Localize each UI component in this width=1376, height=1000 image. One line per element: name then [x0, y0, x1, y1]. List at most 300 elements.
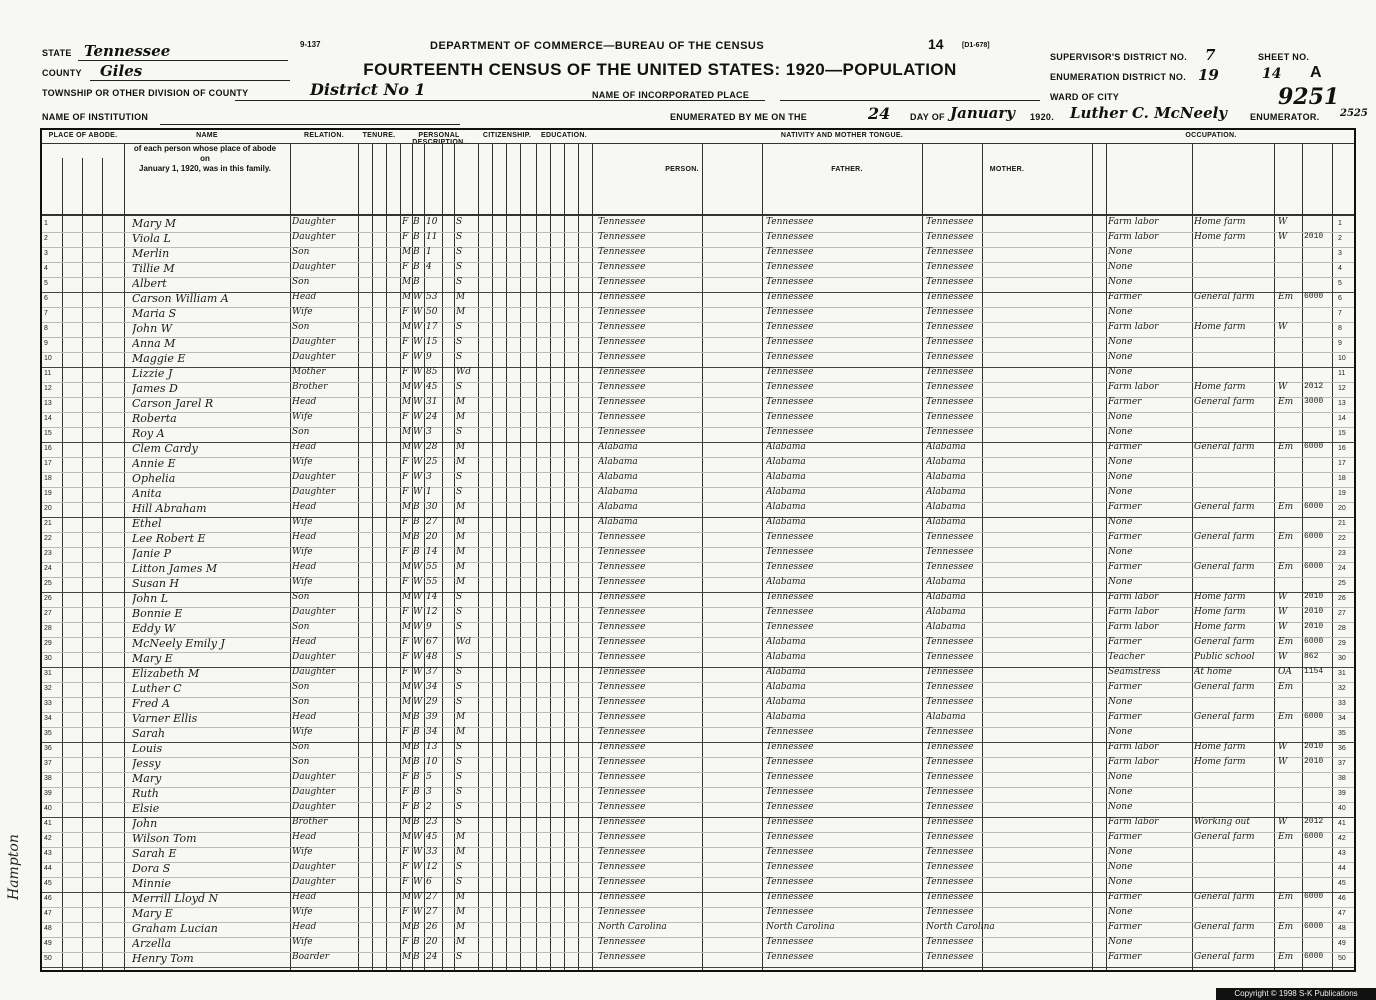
- mother-birthplace: Tennessee: [926, 547, 974, 557]
- person-name: Sarah E: [132, 847, 177, 860]
- marital-status: S: [456, 232, 463, 242]
- sex: F: [402, 847, 409, 857]
- age: 27: [426, 907, 438, 917]
- marital-status: M: [456, 847, 466, 857]
- race: W: [413, 892, 423, 902]
- county-label: COUNTY: [42, 68, 82, 78]
- father-birthplace: Tennessee: [766, 322, 814, 332]
- father-birthplace: Tennessee: [766, 742, 814, 752]
- father-birthplace: Tennessee: [766, 757, 814, 767]
- occupation: Farmer: [1108, 292, 1142, 302]
- mother-birthplace: Tennessee: [926, 697, 974, 707]
- father-birthplace: Tennessee: [766, 277, 814, 287]
- father-birthplace: Alabama: [766, 577, 806, 587]
- race: W: [413, 607, 423, 617]
- race: B: [413, 712, 420, 722]
- row-number: 14: [44, 415, 52, 422]
- marital-status: S: [456, 757, 463, 767]
- person-name: Minnie: [132, 877, 171, 890]
- class-of-worker: Em: [1278, 922, 1294, 932]
- row-number: 36: [44, 745, 52, 752]
- person-name: Ophelia: [132, 472, 176, 485]
- relation: Head: [292, 712, 317, 722]
- row-number: 29: [44, 640, 52, 647]
- state-value: Tennessee: [84, 42, 171, 60]
- birthplace: Tennessee: [598, 697, 646, 707]
- sex: M: [402, 427, 412, 437]
- father-birthplace: Tennessee: [766, 382, 814, 392]
- relation: Daughter: [292, 337, 336, 347]
- row-number-right: 9: [1338, 340, 1342, 347]
- row-number-right: 40: [1338, 805, 1346, 812]
- header-top-rule: [42, 143, 1354, 144]
- column-rule: [62, 158, 63, 970]
- row-number-right: 30: [1338, 655, 1346, 662]
- person-name: Lizzie J: [132, 367, 173, 380]
- occupation: None: [1108, 697, 1133, 707]
- person-name: Roberta: [132, 412, 177, 425]
- race: W: [413, 442, 423, 452]
- industry: General farm: [1194, 532, 1255, 542]
- marital-status: M: [456, 562, 466, 572]
- birthplace: Alabama: [598, 517, 638, 527]
- group-relation: RELATION.: [304, 132, 344, 139]
- age: 14: [426, 547, 438, 557]
- race: W: [413, 412, 423, 422]
- row-number: 30: [44, 655, 52, 662]
- mother-birthplace: Alabama: [926, 607, 966, 617]
- mother-birthplace: Alabama: [926, 487, 966, 497]
- marital-status: S: [456, 862, 463, 872]
- industry: Home farm: [1194, 592, 1246, 602]
- occupation: Farmer: [1108, 637, 1142, 647]
- person-name: Elsie: [132, 802, 160, 815]
- birthplace: Tennessee: [598, 397, 646, 407]
- relation: Son: [292, 322, 310, 332]
- person-name: Tillie M: [132, 262, 175, 275]
- relation: Son: [292, 592, 310, 602]
- relation: Head: [292, 892, 317, 902]
- stamp-number: 9251: [1278, 84, 1340, 110]
- mother-birthplace: Tennessee: [926, 757, 974, 767]
- row-number: 5: [44, 280, 48, 287]
- person-name: Mary E: [132, 907, 173, 920]
- occupation: Farmer: [1108, 952, 1142, 962]
- occupation: Farm labor: [1108, 217, 1159, 227]
- occupation: Teacher: [1108, 652, 1145, 662]
- occupation: None: [1108, 457, 1133, 467]
- row-number-right: 42: [1338, 835, 1346, 842]
- row-number-right: 22: [1338, 535, 1346, 542]
- marital-status: S: [456, 337, 463, 347]
- industry: General farm: [1194, 892, 1255, 902]
- township-value: District No 1: [310, 80, 426, 99]
- industry: Public school: [1194, 652, 1255, 662]
- relation: Mother: [292, 367, 326, 377]
- industry: Home farm: [1194, 232, 1246, 242]
- class-of-worker: Em: [1278, 562, 1294, 572]
- day-of-label: DAY OF: [910, 112, 945, 122]
- race: B: [413, 247, 420, 257]
- mother-birthplace: Tennessee: [926, 397, 974, 407]
- birthplace: Tennessee: [598, 682, 646, 692]
- sex: F: [402, 637, 409, 647]
- race: W: [413, 382, 423, 392]
- occupation: Farmer: [1108, 682, 1142, 692]
- row-number: 19: [44, 490, 52, 497]
- birthplace: Tennessee: [598, 307, 646, 317]
- sex: M: [402, 817, 412, 827]
- father-birthplace: Tennessee: [766, 247, 814, 257]
- occupation-code: 2012: [1304, 382, 1324, 391]
- occupation-code: 6000: [1304, 637, 1324, 646]
- sex: M: [402, 892, 412, 902]
- person-name: Carson William A: [132, 292, 229, 305]
- mother-birthplace: Tennessee: [926, 817, 974, 827]
- age: 20: [426, 937, 438, 947]
- group-tenure: TENURE.: [362, 132, 396, 139]
- relation: Daughter: [292, 262, 336, 272]
- age: 15: [426, 337, 438, 347]
- relation: Wife: [292, 307, 313, 317]
- person-name: Roy A: [132, 427, 165, 440]
- race: W: [413, 322, 423, 332]
- race: B: [413, 547, 420, 557]
- row-number-right: 38: [1338, 775, 1346, 782]
- class-of-worker: Em: [1278, 292, 1294, 302]
- race: W: [413, 907, 423, 917]
- marital-status: S: [456, 877, 463, 887]
- row-number: 32: [44, 685, 52, 692]
- person-name: Graham Lucian: [132, 922, 218, 935]
- race: W: [413, 877, 423, 887]
- race: W: [413, 652, 423, 662]
- marital-status: S: [456, 772, 463, 782]
- occupation: Farmer: [1108, 532, 1142, 542]
- person-name: Susan H: [132, 577, 179, 590]
- county-underline: [90, 80, 290, 81]
- row-number-right: 3: [1338, 250, 1342, 257]
- sex: F: [402, 412, 409, 422]
- father-birthplace: Tennessee: [766, 847, 814, 857]
- birthplace: Tennessee: [598, 592, 646, 602]
- father-birthplace: Tennessee: [766, 952, 814, 962]
- birthplace: Alabama: [598, 502, 638, 512]
- department-title: DEPARTMENT OF COMMERCE—BUREAU OF THE CENSUS: [430, 40, 765, 52]
- row-number-right: 8: [1338, 325, 1342, 332]
- age: 26: [426, 922, 438, 932]
- sex: M: [402, 682, 412, 692]
- sex: M: [402, 742, 412, 752]
- age: 5: [426, 772, 432, 782]
- class-of-worker: Em: [1278, 637, 1294, 647]
- occupation: None: [1108, 427, 1133, 437]
- person-name: Sarah: [132, 727, 165, 740]
- relation: Head: [292, 562, 317, 572]
- mother-birthplace: Tennessee: [926, 307, 974, 317]
- marital-status: S: [456, 487, 463, 497]
- race: W: [413, 427, 423, 437]
- occupation-code: 2010: [1304, 607, 1324, 616]
- mother-birthplace: Tennessee: [926, 562, 974, 572]
- supervisor-value: 7: [1205, 46, 1216, 64]
- father-birthplace: Tennessee: [766, 352, 814, 362]
- mother-birthplace: Tennessee: [926, 742, 974, 752]
- relation: Daughter: [292, 217, 336, 227]
- person-name: Ethel: [132, 517, 162, 530]
- age: 24: [426, 412, 438, 422]
- row-number-right: 39: [1338, 790, 1346, 797]
- mother-birthplace: Alabama: [926, 472, 966, 482]
- birthplace: Tennessee: [598, 532, 646, 542]
- mother-birthplace: Tennessee: [926, 322, 974, 332]
- row-number-right: 7: [1338, 310, 1342, 317]
- birthplace: Tennessee: [598, 952, 646, 962]
- row-number: 34: [44, 715, 52, 722]
- row-number: 35: [44, 730, 52, 737]
- row-number: 20: [44, 505, 52, 512]
- industry: Working out: [1194, 817, 1250, 827]
- birthplace: Tennessee: [598, 637, 646, 647]
- mother-birthplace: Tennessee: [926, 652, 974, 662]
- race: W: [413, 337, 423, 347]
- industry: Home farm: [1194, 322, 1246, 332]
- relation: Son: [292, 277, 310, 287]
- enumeration-label: ENUMERATION DISTRICT NO.: [1050, 72, 1187, 82]
- occupation: Farm labor: [1108, 757, 1159, 767]
- sex: M: [402, 382, 412, 392]
- sex: F: [402, 367, 409, 377]
- father-birthplace: Tennessee: [766, 427, 814, 437]
- row-number-right: 47: [1338, 910, 1346, 917]
- group-citizenship: CITIZENSHIP.: [482, 132, 532, 139]
- mother-birthplace: Tennessee: [926, 532, 974, 542]
- occupation: None: [1108, 937, 1133, 947]
- column-rule: [82, 158, 83, 970]
- industry: General farm: [1194, 952, 1255, 962]
- occupation: None: [1108, 307, 1133, 317]
- age: 23: [426, 817, 438, 827]
- form-number: 9-137: [300, 40, 321, 49]
- row-number-right: 12: [1338, 385, 1346, 392]
- row-number-right: 23: [1338, 550, 1346, 557]
- row-number-right: 6: [1338, 295, 1342, 302]
- class-of-worker: W: [1278, 622, 1288, 632]
- age: 33: [426, 847, 438, 857]
- age: 6: [426, 877, 432, 887]
- relation: Son: [292, 682, 310, 692]
- occupation-code: 2012: [1304, 817, 1324, 826]
- birthplace: Tennessee: [598, 712, 646, 722]
- race: B: [413, 277, 420, 287]
- occupation: Farm labor: [1108, 592, 1159, 602]
- row-number-right: 14: [1338, 415, 1346, 422]
- relation: Son: [292, 622, 310, 632]
- row-number-right: 15: [1338, 430, 1346, 437]
- industry: General farm: [1194, 292, 1255, 302]
- race: W: [413, 472, 423, 482]
- person-name: John L: [132, 592, 169, 605]
- sex: M: [402, 622, 412, 632]
- row-number: 13: [44, 400, 52, 407]
- page-number: 14: [928, 36, 944, 52]
- marital-status: S: [456, 277, 463, 287]
- birthplace: Tennessee: [598, 607, 646, 617]
- marital-status: M: [456, 712, 466, 722]
- person-name: Varner Ellis: [132, 712, 198, 725]
- sex: F: [402, 307, 409, 317]
- row-number-right: 46: [1338, 895, 1346, 902]
- row-number: 38: [44, 775, 52, 782]
- race: W: [413, 562, 423, 572]
- birthplace: Tennessee: [598, 427, 646, 437]
- birthplace: Tennessee: [598, 247, 646, 257]
- row-number-right: 19: [1338, 490, 1346, 497]
- row-number: 8: [44, 325, 48, 332]
- mother-birthplace: Tennessee: [926, 802, 974, 812]
- marital-status: S: [456, 952, 463, 962]
- birthplace: Tennessee: [598, 547, 646, 557]
- relation: Wife: [292, 412, 313, 422]
- enumerator-label: ENUMERATOR.: [1250, 112, 1320, 122]
- row-number: 26: [44, 595, 52, 602]
- mother-birthplace: Alabama: [926, 577, 966, 587]
- sheet-value: 14: [1262, 66, 1282, 82]
- sex: M: [402, 442, 412, 452]
- industry: Home farm: [1194, 757, 1246, 767]
- father-birthplace: Tennessee: [766, 232, 814, 242]
- mother-birthplace: North Carolina: [926, 922, 995, 932]
- row-number-right: 26: [1338, 595, 1346, 602]
- marital-status: M: [456, 892, 466, 902]
- occupation: None: [1108, 577, 1133, 587]
- age: 31: [426, 397, 438, 407]
- mother-birthplace: Tennessee: [926, 262, 974, 272]
- father-birthplace: Alabama: [766, 697, 806, 707]
- row-number: 41: [44, 820, 52, 827]
- marital-status: M: [456, 937, 466, 947]
- occupation-code: 2010: [1304, 622, 1324, 631]
- row-number-right: 25: [1338, 580, 1346, 587]
- age: 85: [426, 367, 438, 377]
- sex: F: [402, 907, 409, 917]
- marital-status: S: [456, 787, 463, 797]
- occupation: Farmer: [1108, 892, 1142, 902]
- occupation: Farm labor: [1108, 232, 1159, 242]
- row-number-right: 10: [1338, 355, 1346, 362]
- mother-birthplace: Tennessee: [926, 892, 974, 902]
- person-name: McNeely Emily J: [132, 637, 225, 650]
- occupation: Farm labor: [1108, 382, 1159, 392]
- relation: Head: [292, 397, 317, 407]
- race: B: [413, 262, 420, 272]
- age: 27: [426, 892, 438, 902]
- race: W: [413, 847, 423, 857]
- sex: F: [402, 217, 409, 227]
- relation: Son: [292, 742, 310, 752]
- mother-birthplace: Tennessee: [926, 412, 974, 422]
- row-number: 28: [44, 625, 52, 632]
- class-of-worker: Em: [1278, 712, 1294, 722]
- birthplace: Tennessee: [598, 907, 646, 917]
- enumerated-day: 24: [868, 104, 891, 123]
- incorporated-place-label: NAME OF INCORPORATED PLACE: [592, 90, 750, 100]
- row-number: 23: [44, 550, 52, 557]
- row-number-right: 35: [1338, 730, 1346, 737]
- year-label: 1920.: [1030, 112, 1055, 122]
- birthplace: Tennessee: [598, 832, 646, 842]
- father-birthplace: Alabama: [766, 472, 806, 482]
- birthplace: Tennessee: [598, 352, 646, 362]
- age: 10: [426, 217, 438, 227]
- mother-birthplace: Alabama: [926, 457, 966, 467]
- birthplace: Alabama: [598, 442, 638, 452]
- relation: Son: [292, 697, 310, 707]
- marital-status: M: [456, 457, 466, 467]
- mother-birthplace: Tennessee: [926, 367, 974, 377]
- row-number-right: 45: [1338, 880, 1346, 887]
- birthplace: Tennessee: [598, 562, 646, 572]
- mother-birthplace: Tennessee: [926, 787, 974, 797]
- race: W: [413, 292, 423, 302]
- sex: M: [402, 592, 412, 602]
- occupation: Farmer: [1108, 712, 1142, 722]
- sex: M: [402, 502, 412, 512]
- row-number-right: 34: [1338, 715, 1346, 722]
- age: 13: [426, 742, 438, 752]
- marital-status: M: [456, 547, 466, 557]
- birthplace: Alabama: [598, 472, 638, 482]
- father-birthplace: Tennessee: [766, 772, 814, 782]
- mother-birthplace: Tennessee: [926, 862, 974, 872]
- institution-underline: [160, 124, 460, 125]
- sex: F: [402, 262, 409, 272]
- person-name: Luther C: [132, 682, 182, 695]
- father-birthplace: Tennessee: [766, 622, 814, 632]
- group-occupation: OCCUPATION.: [1185, 132, 1237, 139]
- occupation: None: [1108, 787, 1133, 797]
- sub-person: PERSON.: [665, 166, 699, 173]
- relation: Head: [292, 922, 317, 932]
- person-name: Dora S: [132, 862, 171, 875]
- sex: F: [402, 727, 409, 737]
- row-number: 39: [44, 790, 52, 797]
- person-name: Viola L: [132, 232, 171, 245]
- father-birthplace: Alabama: [766, 667, 806, 677]
- occupation: None: [1108, 277, 1133, 287]
- relation: Brother: [292, 817, 328, 827]
- father-birthplace: Tennessee: [766, 727, 814, 737]
- sex: F: [402, 577, 409, 587]
- row-number-right: 33: [1338, 700, 1346, 707]
- marital-status: S: [456, 592, 463, 602]
- mother-birthplace: Tennessee: [926, 847, 974, 857]
- relation: Wife: [292, 727, 313, 737]
- class-of-worker: Em: [1278, 832, 1294, 842]
- person-name: Mary E: [132, 652, 173, 665]
- marital-status: M: [456, 412, 466, 422]
- relation: Boarder: [292, 952, 330, 962]
- occupation-code: 1154: [1304, 667, 1324, 676]
- race: W: [413, 862, 423, 872]
- row-number: 24: [44, 565, 52, 572]
- sex: F: [402, 772, 409, 782]
- person-name: Merlin: [132, 247, 170, 260]
- name-instruction-line1: of each person whose place of abode on: [133, 144, 277, 163]
- age: 45: [426, 832, 438, 842]
- row-number: 25: [44, 580, 52, 587]
- age: 39: [426, 712, 438, 722]
